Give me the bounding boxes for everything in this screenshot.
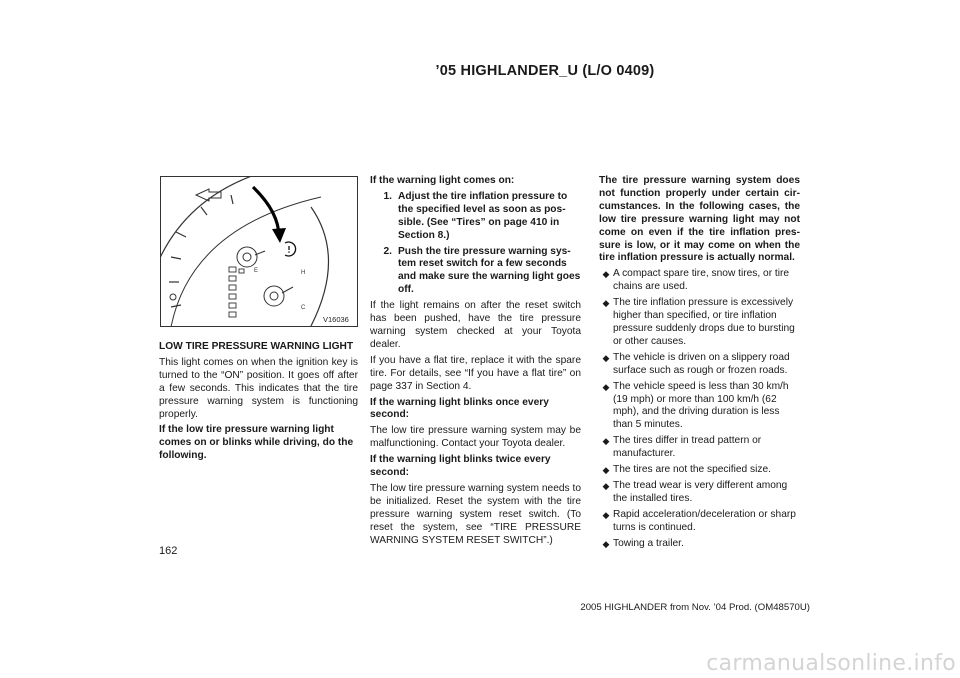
bullet-icon: ◆	[602, 269, 610, 280]
bullet-icon: ◆	[602, 298, 610, 309]
numbered-step: 2. Push the tire pressure warning system reset switch for a few seconds and make sure the warning light goes off.	[383, 245, 581, 296]
paragraph: The low tire pressure warning system may be malfunctioning. Contact your Toyota dealer.	[370, 425, 581, 450]
numbered-step: 1. Adjust the tire inflation pressure to the specified level as soon as possible. (See “Tires” on page 410 in Section 8.)	[383, 190, 568, 241]
paragraph: The low tire pressure warning system needs to be initialized. Reset the system with the tire pressure warning system reset switch. (To reset the system, see “TIRE PRESSURE WARNING SYSTEM RESET SWITCH”.)	[370, 482, 581, 546]
section-heading: LOW TIRE PRESSURE WARNING LIGHT	[159, 341, 354, 352]
list-item: ◆ The tread wear is very different among the installed tires.	[599, 480, 800, 506]
bullet-icon: ◆	[602, 352, 610, 363]
paragraph: If the light remains on after the reset switch has been pushed, have the tire pressure warning system checked at your Toyota dealer.	[370, 300, 581, 350]
list-item: ◆ The tires differ in tread pattern or manufacturer.	[599, 435, 800, 461]
bullet-icon: ◆	[602, 538, 610, 549]
list-item: ◆ The vehicle is driven on a slippery road surface such as rough or frozen roads.	[599, 352, 800, 378]
list-item: ◆ Rapid acceleration/deceleration or sharp turns is continued.	[599, 509, 800, 535]
left-column	[159, 341, 358, 466]
bullet-icon: ◆	[602, 381, 610, 392]
paragraph-bold: If the low tire pressure warning light comes on or blinks while driving, do the following.	[159, 424, 354, 462]
instrument-cluster-figure	[160, 176, 358, 327]
subheading: If the warning light blinks twice every second:	[370, 454, 551, 479]
page-footer: 2005 HIGHLANDER from Nov. ’04 Prod. (OM48570U)	[580, 602, 810, 613]
list-item: ◆ The tire inflation pressure is excessively higher than specified, or tire inflation pressure suddenly drops due to bursting or other causes.	[599, 297, 800, 349]
list-item: ◆ The vehicle speed is less than 30 km/h (19 mph) or more than 100 km/h (62 mph), and the driving duration is less than 5 minutes.	[599, 381, 800, 433]
gauge-illustration	[161, 177, 357, 326]
subheading: If the warning light comes on:	[370, 175, 515, 186]
bullet-icon: ◆	[602, 465, 610, 476]
bullet-icon: ◆	[602, 509, 610, 520]
subheading: If the warning light blinks once every second:	[370, 396, 549, 421]
svg-text:C: C	[301, 305, 306, 311]
tire-pressure-warning-icon	[285, 242, 296, 256]
bullet-icon: ◆	[602, 436, 610, 447]
watermark: carmanualsonline.info	[706, 651, 956, 676]
paragraph: This light comes on when the ignition key is turned to the “ON” position. It goes off after a few seconds. This indicates that the tire pressure warning system is functioning properly.	[159, 356, 358, 420]
list-item: ◆ Towing a trailer.	[599, 538, 800, 551]
middle-column	[370, 175, 581, 550]
figure-code: V16036	[323, 315, 349, 324]
list-item: ◆ The tires are not the specified size.	[599, 464, 800, 477]
bullet-icon: ◆	[602, 480, 610, 491]
right-column	[599, 175, 800, 553]
svg-text:E: E	[254, 268, 259, 274]
paragraph-bold: The tire pressure warning system does not function properly under certain circumstances. In the following cases, the low tire pressure warning light may not come on even if the tire inflation pressure is low, or it may come on when the tire inflation pressure is actually normal.	[599, 175, 800, 264]
page-number: 162	[159, 545, 178, 557]
page-header: ’05 HIGHLANDER_U (L/O 0409)	[435, 63, 655, 79]
paragraph: If you have a flat tire, replace it with the spare tire. For details, see “If you have a flat tire” on page 337 in Section 4.	[370, 354, 581, 392]
svg-text:H: H	[301, 270, 306, 276]
list-item: ◆ A compact spare tire, snow tires, or tire chains are used.	[599, 268, 800, 294]
